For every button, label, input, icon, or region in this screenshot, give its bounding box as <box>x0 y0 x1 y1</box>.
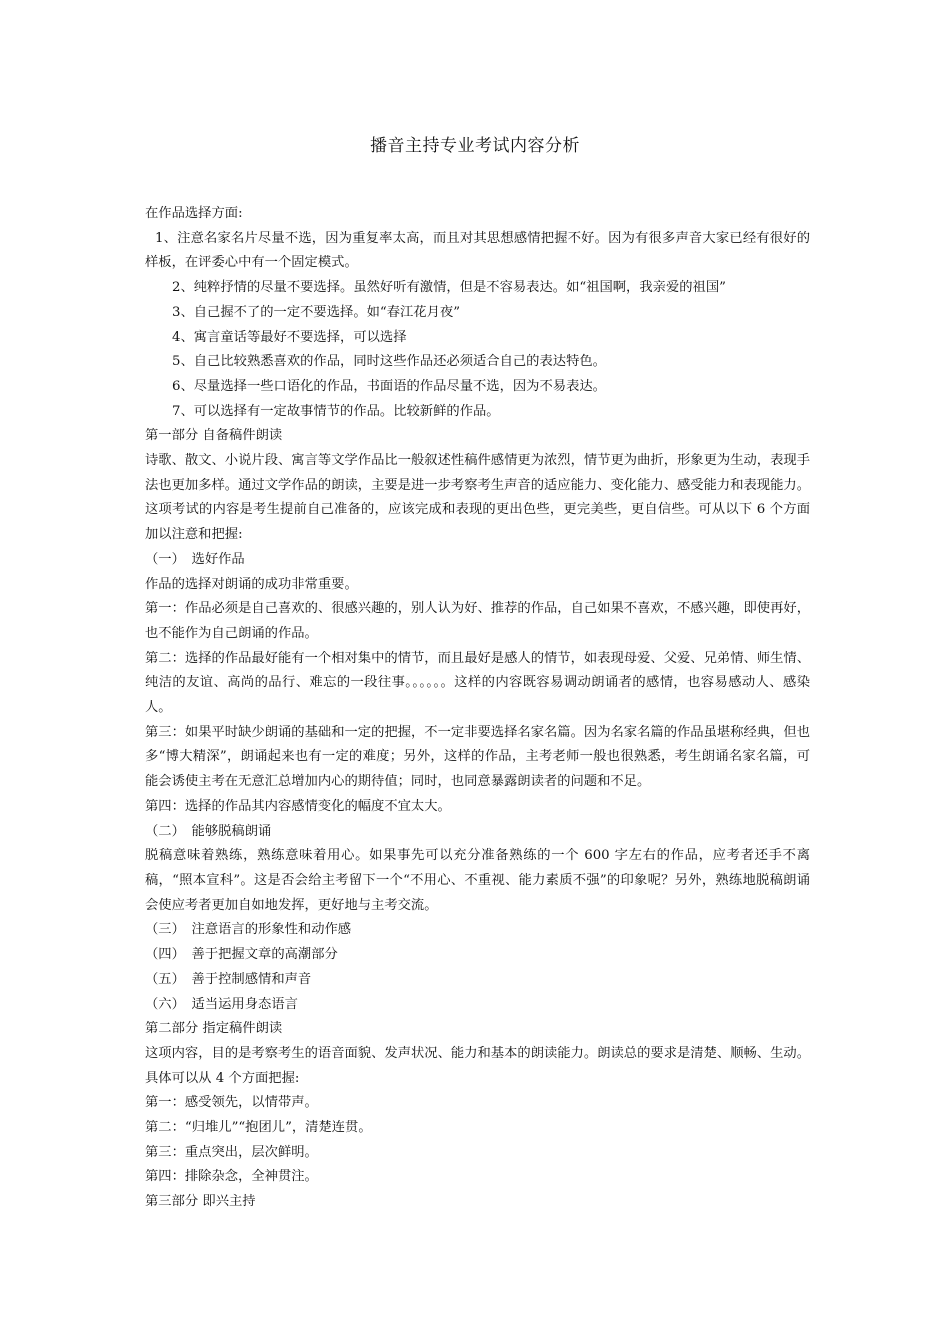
intro-heading: 在作品选择方面: <box>145 206 243 221</box>
selection-point: 1、注意名家名片尽量不选，因为重复率太高，而且对其思想感情把握不好。因为有很多声音大家已经有很好的样板，在评委心中有一个固定模式。 <box>145 230 810 271</box>
part2-intro: 这项内容，目的是考察考生的语音面貌、发声状况、能力和基本的朗读能力。朗读总的要求是清楚、顺畅、生动。具体可以从 4 个方面把握: <box>145 1045 810 1086</box>
selection-point: 4、寓言童话等最好不要选择，可以选择 <box>172 329 407 345</box>
selection-point: 3、自己握不了的一定不要选择。如“春江花月夜” <box>172 304 460 320</box>
section-heading: （四） 善于把握文章的高潮部分 <box>145 947 338 963</box>
part2-item: 第四：排除杂念，全神贯注。 <box>145 1169 318 1185</box>
document-title: 播音主持专业考试内容分析 <box>370 136 580 156</box>
part1-heading: 第一部分 自备稿件朗读 <box>145 428 283 444</box>
section-item: 第四：选择的作品其内容感情变化的幅度不宜太大。 <box>145 798 451 814</box>
section-heading: （六） 适当运用身态语言 <box>145 996 298 1012</box>
part2-item: 第三：重点突出，层次鲜明。 <box>145 1144 318 1160</box>
selection-point: 7、可以选择有一定故事情节的作品。比较新鲜的作品。 <box>172 403 500 419</box>
part2-heading: 第二部分 指定稿件朗读 <box>145 1021 283 1037</box>
selection-point: 6、尽量选择一些口语化的作品，书面语的作品尽量不选，因为不易表达。 <box>172 378 606 394</box>
part2-item: 第二：“归堆儿”“抱团儿”，清楚连贯。 <box>145 1120 372 1136</box>
section-item: 第二：选择的作品最好能有一个相对集中的情节，而且最好是感人的情节，如表现母爱、父爱、兄弟情、师生情、纯洁的友谊、高尚的品行、难忘的一段往事。。。。。。这样的内容既容易调动朗诵者的感情，也容易感动人、感染人。 <box>145 650 810 716</box>
selection-point: 2、纯粹抒情的尽量不要选择。虽然好听有激情，但是不容易表达。如“祖国啊，我亲爱的祖国” <box>172 280 726 296</box>
section-heading: （三） 注意语言的形象性和动作感 <box>145 922 352 938</box>
selection-point: 5、自己比较熟悉喜欢的作品，同时这些作品还必须适合自己的表达特色。 <box>172 354 606 370</box>
section-text: 脱稿意味着熟练，熟练意味着用心。如果事先可以充分准备熟练的一个 600 字左右的作品，应考者还手不离稿，“照本宣科”。这是否会给主考留下一个“不用心、不重视、能力素质不强”的印象呢？另外，熟练地脱稿朗诵会使应考者更加自如地发挥，更好地与主考交流。 <box>145 848 810 913</box>
document-body <box>145 202 810 1215</box>
section-heading: （一） 选好作品 <box>145 551 245 567</box>
part2-item: 第一：感受领先，以情带声。 <box>145 1095 318 1111</box>
section-item: 第三：如果平时缺少朗诵的基础和一定的把握，不一定非要选择名家名篇。因为名家名篇的作品虽堪称经典，但也多“博大精深”，朗诵起来也有一定的难度；另外，这样的作品，主考老师一般也很熟悉，考生朗诵名家名篇，可能会诱使主考在无意汇总增加内心的期待值；同时，也同意暴露朗读者的问题和不足。 <box>145 724 810 790</box>
section-lead: 作品的选择对朗诵的成功非常重要。 <box>145 576 358 592</box>
section-item: 第一：作品必须是自己喜欢的、很感兴趣的，别人认为好、推荐的作品，自己如果不喜欢，不感兴趣，即使再好，也不能作为自己朗诵的作品。 <box>145 601 810 641</box>
part1-intro: 诗歌、散文、小说片段、寓言等文学作品比一般叙述性稿件感情更为浓烈，情节更为曲折，形象更为生动，表现手法也更加多样。通过文学作品的朗读，主要是进一步考察考生声音的适应能力、变化能力、感受能力和表现能力。这项考试的内容是考生提前自己准备的，应该完成和表现的更出色些，更完美些，更自信些。可从以下 6 个方面加以注意和把握: <box>145 453 810 543</box>
section-heading: （五） 善于控制感情和声音 <box>145 971 312 987</box>
part3-heading: 第三部分 即兴主持 <box>145 1194 256 1210</box>
section-heading: （二） 能够脱稿朗诵 <box>145 823 272 839</box>
